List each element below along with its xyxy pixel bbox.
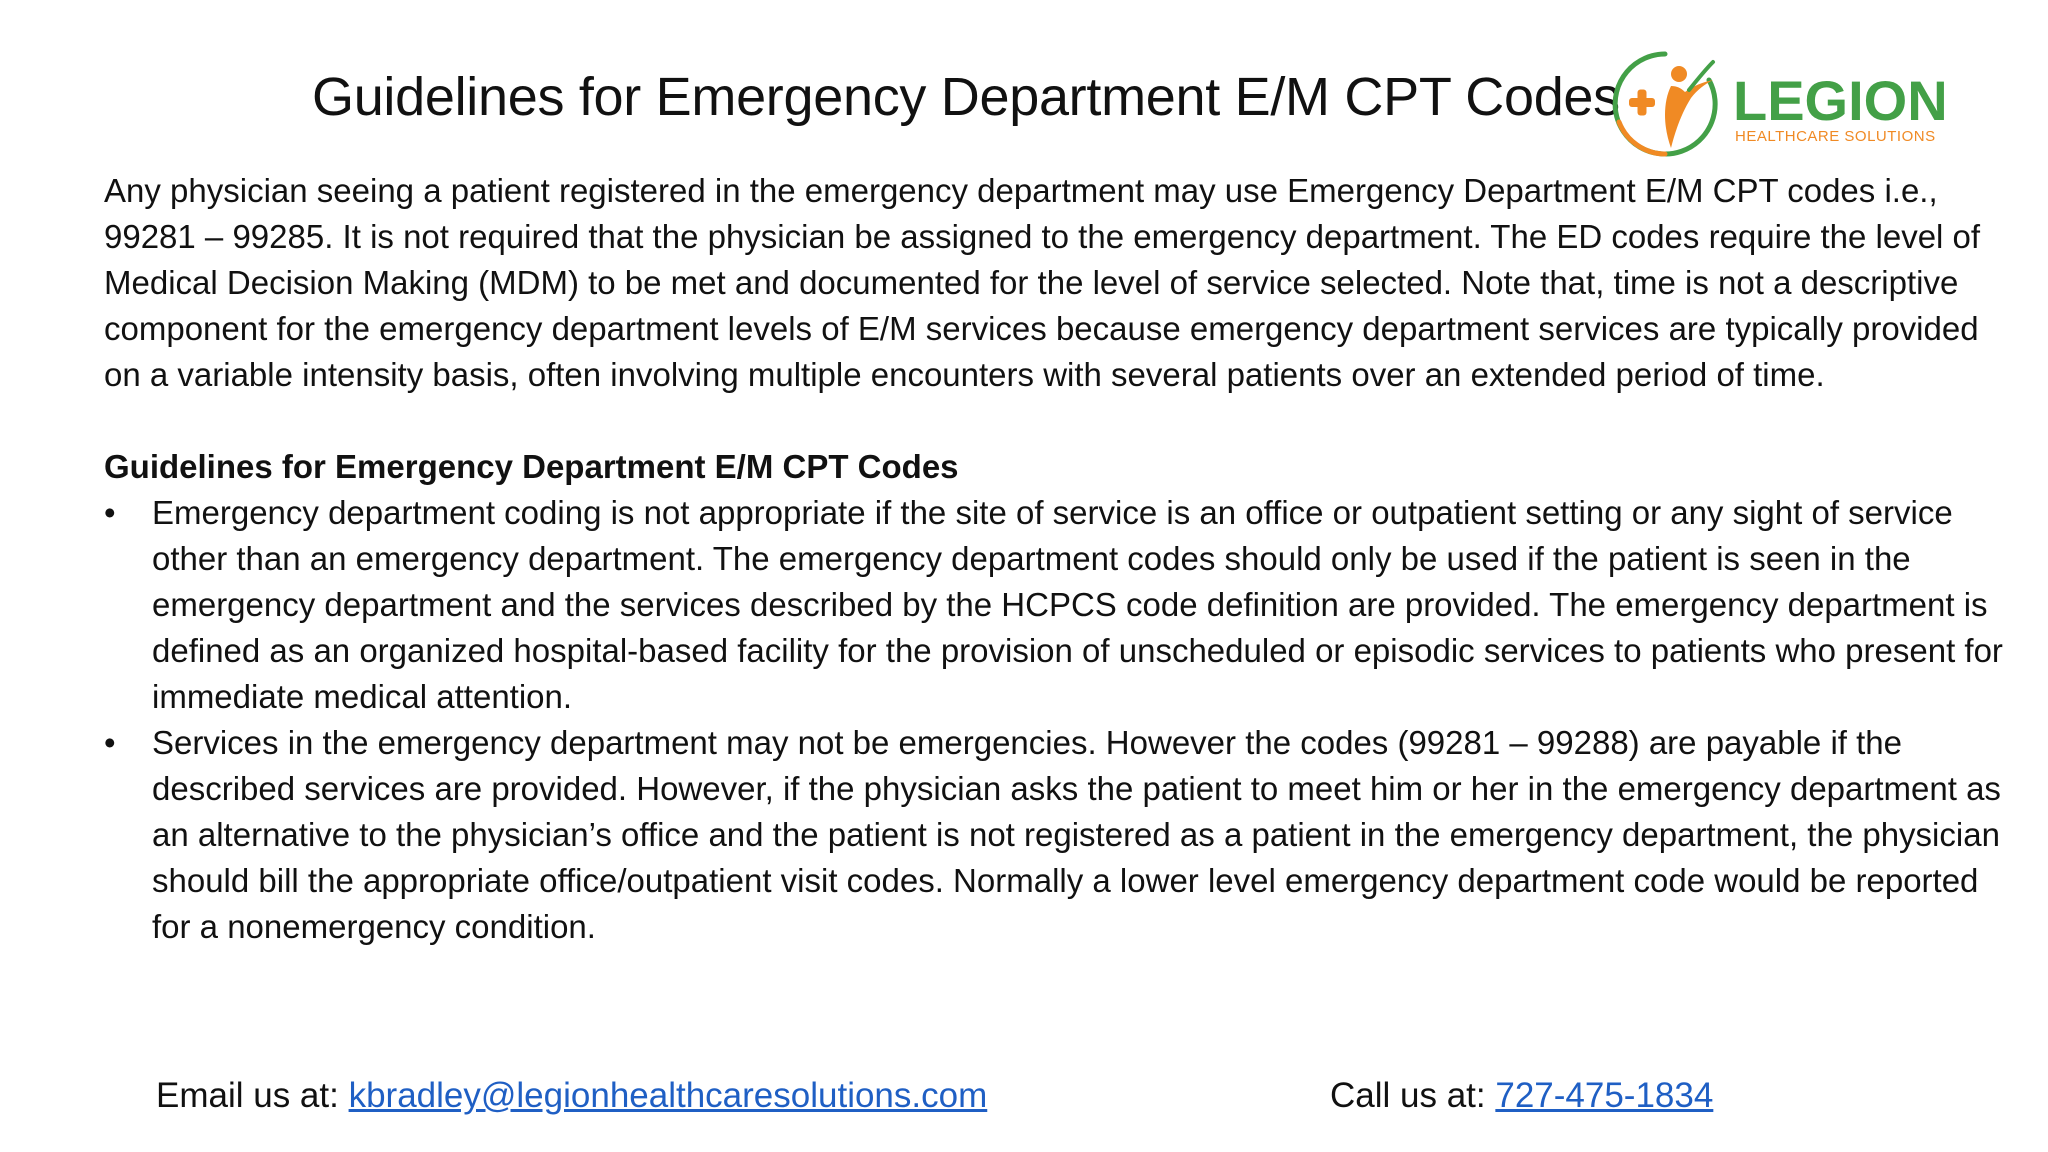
email-link[interactable]: kbradley@legionhealthcaresolutions.com — [348, 1076, 988, 1115]
list-item-text: Emergency department coding is not appropriate if the site of service is an office or outpatient setting or any sight of service other than an emergency department. The emergency department codes should only be used if the patient is seen in the emergency department and the services described by the HCPCS code definition are provided. The emergency department is defined as an organized hospital-based facility for the provision of unscheduled or episodic services to patients who present for immediate medical attention. — [152, 494, 2003, 715]
intro-paragraph: Any physician seeing a patient registered in the emergency department may use Emergency Department E/M CPT codes i.e., 99281 – 99285. It is not required that the physician be assigned to the emergency department. The ED codes require the level of Medical Decision Making (MDM) to be met and documented for the level of service selected. Note that, time is not a descriptive component for the emergency department levels of E/M services because emergency department services are typically provided on a variable intensity basis, often involving multiple encounters with several patients over an extended period of time. — [104, 172, 1981, 393]
page-title: Guidelines for Emergency Department E/M CPT Codes — [312, 67, 1620, 127]
phone-link[interactable]: 727-475-1834 — [1495, 1076, 1714, 1115]
bullet-icon: • — [104, 724, 116, 761]
legion-logo-graphic — [1605, 40, 1985, 170]
footer-call — [1330, 1076, 1713, 1116]
logo-brand-text: LEGION — [1733, 69, 1948, 132]
list-item — [104, 720, 2004, 950]
footer-email — [156, 1076, 987, 1116]
legion-logo — [1605, 40, 1985, 170]
list-item-text: Services in the emergency department may not be emergencies. However the codes (99281 – 99288) are payable if the described services are provided. However, if the physician asks the patient to meet him or her in the emergency department as an alternative to the physician’s office and the patient is not registered as a patient in the emergency department, the physician should bill the appropriate office/outpatient visit codes. Normally a lower level emergency department code would be reported for a nonemergency condition. — [152, 724, 2001, 945]
main-content — [104, 168, 2004, 950]
bullet-icon: • — [104, 494, 116, 531]
call-label: Call us at: — [1330, 1076, 1496, 1115]
list-item — [104, 490, 2004, 720]
email-label: Email us at: — [156, 1076, 349, 1115]
section-heading: Guidelines for Emergency Department E/M CPT Codes — [104, 448, 959, 485]
logo-tagline-text: HEALTHCARE SOLUTIONS — [1735, 128, 1936, 145]
guidelines-list — [104, 490, 2004, 950]
